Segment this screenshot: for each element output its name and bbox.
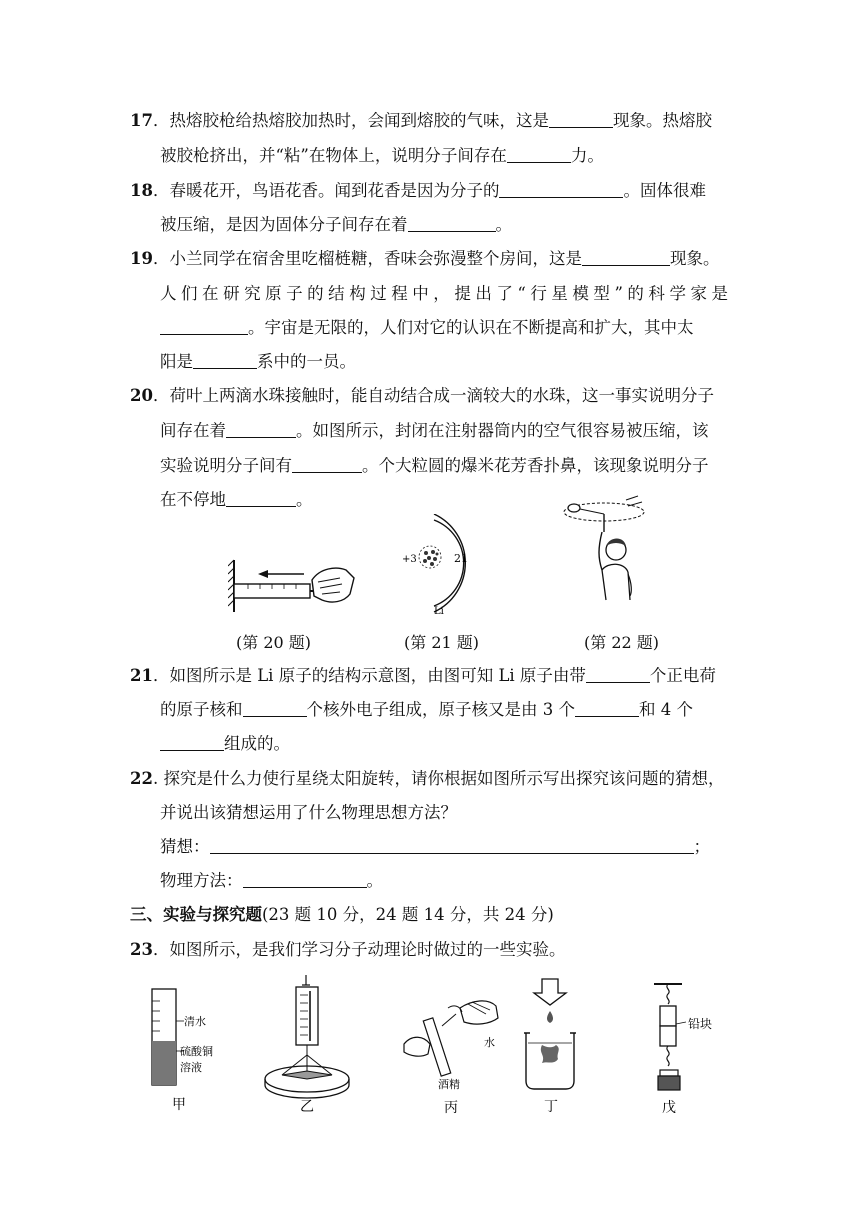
- section-detail: (23 题 10 分，24 题 14 分，共 24 分): [262, 905, 554, 924]
- figure-label-yi: 乙: [300, 1099, 314, 1115]
- q20-text-4b: 。: [296, 490, 313, 509]
- q22-method-line: [160, 870, 383, 892]
- answer-blank[interactable]: [575, 702, 639, 717]
- figure-label-ding: 丁: [544, 1099, 558, 1115]
- method-end: 。: [366, 871, 383, 890]
- method-answer-blank[interactable]: [243, 873, 367, 888]
- question-number: 19: [130, 249, 153, 268]
- caption-fig-20: (第 20 题): [236, 633, 312, 652]
- diffusion-cylinder-figure: [140, 985, 250, 1117]
- guess-label: 猜想：: [160, 837, 210, 856]
- question-number: 17: [130, 111, 153, 130]
- guess-end: ；: [693, 837, 710, 856]
- q20-text-3b: 。个大粒圆的爆米花芳香扑鼻，该现象说明分子: [362, 456, 709, 475]
- swinging-ball-figure: [558, 488, 658, 606]
- q18-line2: [160, 214, 512, 236]
- q23-line1: [130, 939, 565, 961]
- q19-text-1b: 现象。: [669, 249, 720, 268]
- q19-line4: [160, 351, 356, 373]
- q19-text-4b: 系中的一员。: [257, 352, 356, 371]
- answer-blank[interactable]: [226, 423, 296, 438]
- q17-text-2a: 被胶枪挤出，并“粘”在物体上，说明分子间存在: [160, 146, 507, 165]
- q21-line3: [160, 733, 290, 755]
- q20-line2: [160, 420, 709, 442]
- q22-text-1: . 探究是什么力使行星绕太阳旋转，请你根据如图所示写出探究该问题的猜想，: [152, 769, 725, 788]
- q21-line2: [160, 699, 693, 721]
- q21-text-2a: 的原子核和: [160, 700, 243, 719]
- q21-text-2b: 个核外电子组成，原子核又是由 3 个: [306, 700, 575, 719]
- answer-blank[interactable]: [582, 251, 670, 266]
- ink-beaker-figure: [520, 975, 580, 1117]
- q18-line1: [130, 180, 706, 202]
- q22-line1: [130, 768, 724, 790]
- caption-fig-21: (第 21 题): [404, 633, 480, 652]
- guess-answer-blank[interactable]: [210, 839, 694, 854]
- q17-text-1a: ．热熔胶枪给热熔胶加热时，会闻到熔胶的气味，这是: [152, 111, 549, 130]
- answer-blank[interactable]: [160, 736, 224, 751]
- answer-blank[interactable]: [586, 668, 650, 683]
- q18-text-1a: ．春暖花开，鸟语花香。闻到花香是因为分子的: [152, 181, 500, 200]
- q19-text-3: 。宇宙是无限的，人们对它的认识在不断提高和扩大，其中太: [248, 318, 694, 337]
- caption-fig-22: (第 22 题): [584, 633, 660, 652]
- q20-text-2b: 。如图所示，封闭在注射器筒内的空气很容易被压缩，该: [296, 421, 709, 440]
- alcohol-water-figure: [398, 998, 514, 1116]
- answer-blank[interactable]: [549, 113, 613, 128]
- label-clear-water: 清水: [184, 1015, 206, 1028]
- q19-line3: [160, 317, 694, 339]
- syringe-figure: [228, 550, 358, 620]
- figure-label-wu: 戊: [662, 1100, 676, 1116]
- q17-line2: [160, 145, 604, 167]
- question-number: 21: [130, 666, 153, 685]
- q22-guess-line: [160, 836, 710, 858]
- label-copper-sulfate: 硫酸铜: [180, 1045, 213, 1058]
- label-solution: 溶液: [180, 1061, 202, 1074]
- section-3-heading: [130, 904, 554, 926]
- question-number: 22: [130, 769, 153, 788]
- question-number: 20: [130, 386, 153, 405]
- method-label: 物理方法：: [160, 871, 243, 890]
- q17-text-2b: 力。: [570, 146, 604, 165]
- q21-text-2c: 和 4 个: [639, 700, 693, 719]
- question-number: 23: [130, 940, 153, 959]
- question-number: 18: [130, 181, 153, 200]
- figure-label-bing: 丙: [444, 1100, 458, 1116]
- label-water: 水: [484, 1036, 495, 1049]
- q19-line1: [130, 248, 719, 270]
- answer-blank[interactable]: [408, 217, 496, 232]
- q21-text-3: 组成的。: [224, 734, 290, 753]
- q19-line2: 人们在研究原子的结构过程中，提出了“行星模型”的科学家是: [160, 284, 728, 303]
- answer-blank[interactable]: [507, 148, 571, 163]
- answer-blank[interactable]: [292, 458, 362, 473]
- atom-symbol: Li: [434, 606, 444, 617]
- label-lead-block: 铅块: [688, 1017, 713, 1031]
- q18-text-2b: 。: [495, 215, 512, 234]
- q20-text-3a: 实验说明分子间有: [160, 456, 292, 475]
- q18-text-2a: 被压缩，是因为固体分子间存在着: [160, 215, 408, 234]
- q21-text-1b: 个正电荷: [649, 666, 716, 685]
- section-title: 三、实验与探究题: [130, 905, 262, 924]
- q17-line1: [130, 110, 712, 132]
- q20-text-4a: 在不停地: [160, 490, 226, 509]
- q19-text-1a: ．小兰同学在宿舍里吃榴梿糖，香味会弥漫整个房间，这是: [152, 249, 582, 268]
- answer-blank[interactable]: [160, 320, 248, 335]
- label-alcohol: 酒精: [438, 1078, 460, 1091]
- q20-text-1: ．荷叶上两滴水珠接触时，能自动结合成一滴较大的水珠，这一事实说明分子: [152, 386, 714, 405]
- q21-line1: [130, 665, 716, 687]
- atom-nucleus-charge: +3: [402, 554, 417, 565]
- atom-shell-electrons: 21: [454, 552, 468, 565]
- q21-text-1a: ．如图所示是 Li 原子的结构示意图，由图可知 Li 原子由带: [152, 666, 586, 685]
- q23-text-1: ．如图所示，是我们学习分子动理论时做过的一些实验。: [152, 940, 566, 959]
- q17-text-1b: 现象。热熔胶: [612, 111, 712, 130]
- figure-label-jia: 甲: [172, 1097, 186, 1113]
- q20-text-2a: 间存在着: [160, 421, 226, 440]
- answer-blank[interactable]: [243, 702, 307, 717]
- q22-line2: 并说出该猜想运用了什么物理思想方法？: [160, 803, 457, 822]
- answer-blank[interactable]: [193, 354, 257, 369]
- lead-blocks-figure: [640, 982, 740, 1116]
- li-atom-figure: [396, 514, 476, 618]
- spring-scale-figure: [262, 975, 354, 1117]
- answer-blank[interactable]: [499, 183, 623, 198]
- q20-line4: [160, 489, 313, 511]
- q18-text-1b: 。固体很难: [623, 181, 706, 200]
- answer-blank[interactable]: [226, 492, 296, 507]
- q20-line1: [130, 385, 714, 407]
- q19-text-4a: 阳是: [160, 352, 193, 371]
- q20-line3: [160, 455, 709, 477]
